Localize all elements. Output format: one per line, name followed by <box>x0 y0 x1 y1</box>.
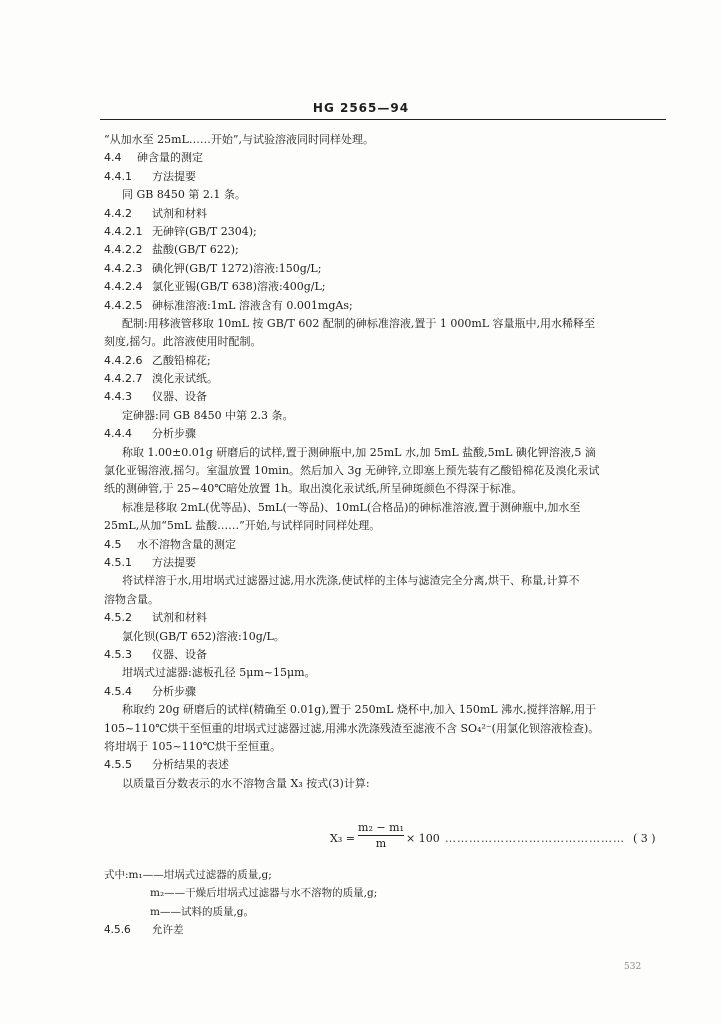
section-item: 4.4.2.4 氯化亚锡(GB/T 638)溶液:400g/L; <box>104 280 326 294</box>
section-item: 4.4.2.7 溴化汞试纸。 <box>104 372 218 386</box>
text-line: 25mL,从加“5mL 盐酸……”开始,与试样同时同样处理。 <box>104 519 381 533</box>
text-line: 配制:用移液管移取 10mL 按 GB/T 602 配制的砷标准溶液,置于 1 000mL 容量瓶中,用水稀释至 <box>122 316 596 330</box>
definition-line: 式中:m₁——坩埚式过滤器的质量,g; <box>104 869 272 881</box>
text-line: 称取 1.00±0.01g 研磨后的试样,置于测砷瓶中,加 25mL 水,加 5mL 盐酸,5mL 碘化钾溶液,5 滴 <box>122 445 596 459</box>
section-heading: 4.4.1 方法提要 <box>104 169 196 183</box>
text-line: 105~110℃烘干至恒重的坩埚式过滤器过滤,用沸水洗涤残渣至滤液不含 SO₄²⁻(用氯化钡溶液检查)。 <box>104 721 600 735</box>
section-item: 4.4.2.6 乙酸铅棉花; <box>104 353 211 367</box>
section-heading: 4.5.3 仪器、设备 <box>104 647 207 661</box>
section-heading: 4.5.5 分析结果的表述 <box>104 758 229 772</box>
document-body <box>104 131 670 793</box>
section-item: 4.4.2.2 盐酸(GB/T 622); <box>104 243 239 257</box>
text-line: 氯化亚锡溶液,摇匀。室温放置 10min。然后加入 3g 无砷锌,立即塞上预先装有乙酸铅棉花及溴化汞试 <box>104 464 600 478</box>
section-heading: 4.5.1 方法提要 <box>104 555 196 569</box>
formula-lhs: X₃ = <box>330 832 355 845</box>
section-heading: 4.4.2 试剂和材料 <box>104 206 207 220</box>
formula-denominator: m <box>375 837 387 850</box>
text-line: 坩埚式过滤器:滤板孔径 5μm~15μm。 <box>122 666 316 680</box>
page-number: 532 <box>624 962 642 972</box>
formula-fraction <box>358 821 404 850</box>
variable-definitions <box>104 866 670 940</box>
text-line: 定砷器:同 GB 8450 中第 2.3 条。 <box>122 408 294 422</box>
text-line: “从加水至 25mL……开始”,与试验溶液同时同样处理。 <box>104 133 374 146</box>
text-line: 以质量百分数表示的水不溶物含量 X₃ 按式(3)计算: <box>122 776 370 790</box>
text-line: 氯化钡(GB/T 652)溶液:10g/L。 <box>122 629 285 643</box>
section-heading: 4.5.2 试剂和材料 <box>104 611 207 625</box>
section-item: 4.4.2.1 无砷锌(GB/T 2304); <box>104 224 257 238</box>
text-line: 将坩埚于 105~110℃烘干至恒重。 <box>104 739 282 753</box>
section-heading: 4.5.4 分析步骤 <box>104 684 196 698</box>
section-heading: 4.4.3 仪器、设备 <box>104 390 207 404</box>
formula-rhs: × 100 <box>406 832 440 845</box>
section-item: 4.4.2.3 碘化钾(GB/T 1272)溶液:150g/L; <box>104 261 322 275</box>
formula-leader-dots: ……………………………………… <box>445 832 625 845</box>
definition-line: m——试料的质量,g。 <box>150 905 255 918</box>
equation-3 <box>330 821 670 857</box>
header-rule <box>100 119 666 120</box>
section-item: 4.4.2.5 砷标准溶液:1mL 溶液含有 0.001mgAs; <box>104 298 353 312</box>
definition-line: m₂——干燥后坩埚式过滤器与水不溶物的质量,g; <box>150 887 378 900</box>
page-header-code: HG 2565—94 <box>312 101 410 115</box>
section-heading: 4.4 砷含量的测定 <box>104 151 203 165</box>
text-line: 同 GB 8450 第 2.1 条。 <box>122 188 246 202</box>
text-line: 标准是移取 2mL(优等品)、5mL(一等品)、10mL(合格品)的砷标准溶液,置于测砷瓶中,加水至 <box>122 500 581 514</box>
formula-numerator: m₂ − m₁ <box>358 821 404 834</box>
text-line: 溶物含量。 <box>104 592 159 606</box>
section-heading: 4.5.6 允许差 <box>104 924 184 937</box>
text-line: 将试样溶于水,用坩埚式过滤器过滤,用水洗涤,使试样的主体与滤渣完全分离,烘干、称量,计算不 <box>122 574 580 588</box>
text-line: 刻度,摇匀。此溶液使用时配制。 <box>104 335 262 349</box>
equation-number: ( 3 ) <box>633 832 656 845</box>
text-line: 称取约 20g 研磨后的试样(精确至 0.01g),置于 250mL 烧杯中,加入 150mL 沸水,搅拌溶解,用于 <box>122 703 597 717</box>
section-heading: 4.4.4 分析步骤 <box>104 427 196 441</box>
text-line: 纸的测砷管,于 25~40℃暗处放置 1h。取出溴化汞试纸,所呈砷斑颜色不得深于标准。 <box>104 482 523 496</box>
section-heading: 4.5 水不溶物含量的测定 <box>104 537 236 551</box>
